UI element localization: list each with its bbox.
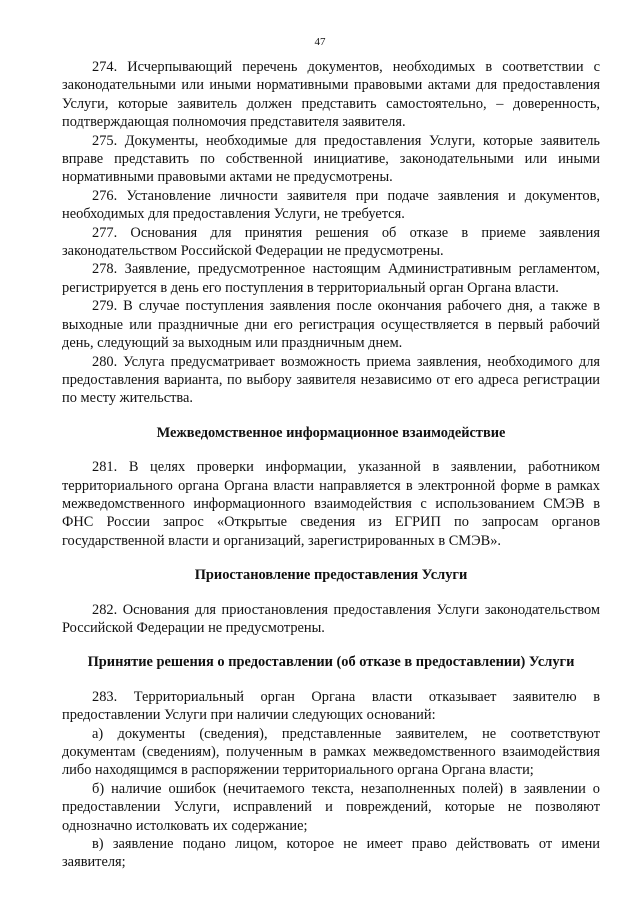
page-number: 47 bbox=[314, 36, 326, 48]
section-heading: Межведомственное информационное взаимодействие bbox=[156, 424, 506, 441]
paragraph: б) наличие ошибок (нечитаемого текста, незаполненных полей) в заявлении о предоставлении Услуги, исправлений и повреждений, которые не позволяют однозначно истолковать их содержание; bbox=[62, 780, 600, 834]
section-heading: Приостановление предоставления Услуги bbox=[194, 567, 468, 584]
paragraph: в) заявление подано лицом, которое не имеет право действовать от имени заявителя; bbox=[62, 836, 600, 871]
section-heading: Принятие решения о предоставлении (об отказе в предоставлении) Услуги bbox=[87, 654, 575, 671]
paragraph: а) документы (сведения), представленные заявителем, не соответствуют документам (сведениям), полученным в рамках межведомственного взаимодействия либо находящимся в распоряжении территориального органа Органа власти; bbox=[62, 725, 600, 779]
paragraph: 280. Услуга предусматривает возможность приема заявления, необходимого для предоставления варианта, по выбору заявителя независимо от его адреса регистрации по месту жительства. bbox=[62, 353, 600, 407]
paragraph: 283. Территориальный орган Органа власти отказывает заявителю в предоставлении Услуги при наличии следующих оснований: bbox=[62, 688, 600, 724]
paragraph: 274. Исчерпывающий перечень документов, необходимых в соответствии с законодательными или иными нормативными правовыми актами для предоставления Услуги, которые заявитель должен представить самостоятельно, – доверенность, подтверждающая полномочия представителя заявителя. bbox=[62, 59, 600, 131]
paragraph: 281. В целях проверки информации, указанной в заявлении, работником территориального органа Органа власти направляется в электронной форме в рамках межведомственного информационного взаимодействия с использованием СМЭВ в ФНС России запрос «Открытые сведения из ЕГРИП по запросам органов государственной власти и организаций, зарегистрированных в СМЭВ». bbox=[62, 459, 600, 549]
paragraph: 277. Основания для принятия решения об отказе в приеме заявления законодательством Российской Федерации не предусмотрены. bbox=[62, 224, 600, 260]
paragraph: 275. Документы, необходимые для предоставления Услуги, которые заявитель вправе представить по собственной инициативе, законодательными или иными нормативными правовыми актами не предусмотрены. bbox=[62, 132, 600, 186]
paragraph: 282. Основания для приостановления предоставления Услуги законодательством Российской Федерации не предусмотрены. bbox=[62, 601, 600, 636]
paragraph: 276. Установление личности заявителя при подаче заявления и документов, необходимых для предоставления Услуги, не требуется. bbox=[62, 187, 600, 223]
paragraph: 279. В случае поступления заявления после окончания рабочего дня, а также в выходные или праздничные дни его регистрация осуществляется в первый рабочий день, следующий за выходным или праздничным днем. bbox=[62, 298, 600, 352]
paragraph: 278. Заявление, предусмотренное настоящим Административным регламентом, регистрируется в день его поступления в территориальный орган Органа власти. bbox=[62, 261, 600, 296]
document-body bbox=[62, 58, 600, 872]
